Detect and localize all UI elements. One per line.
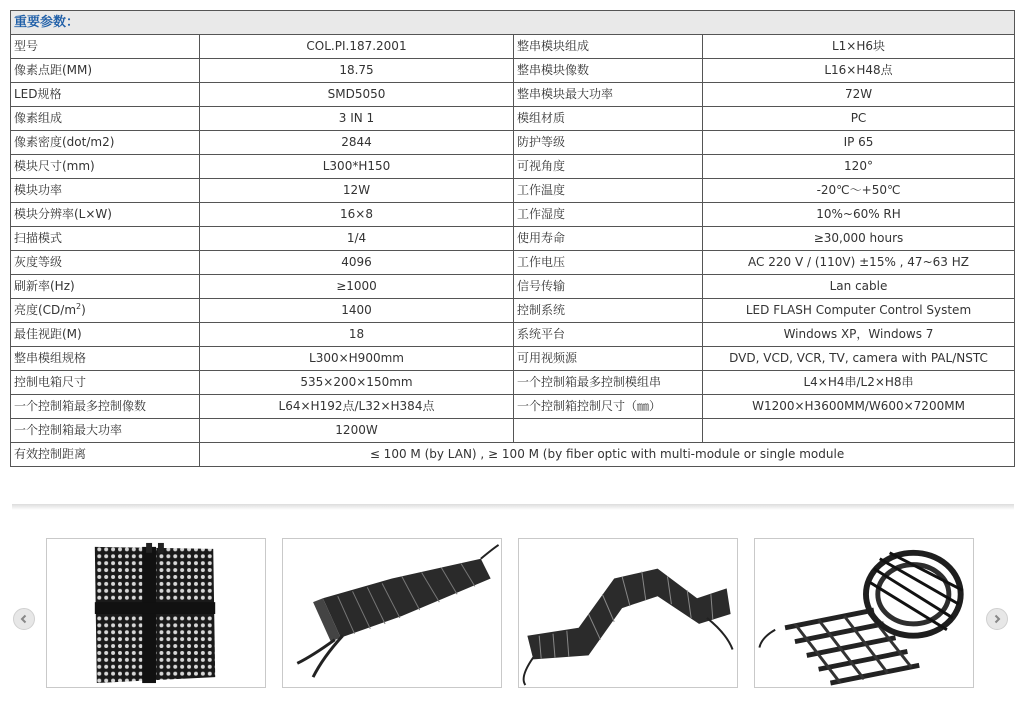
gallery-prev-button[interactable] [13,608,35,630]
spec-label: 像素密度(dot/m2) [11,131,200,155]
spec-row [11,419,1015,443]
gallery-next-button[interactable] [986,608,1008,630]
spec-label: 整串模块像数 [514,59,703,83]
spec-label: 像素点距(MM) [11,59,200,83]
chevron-left-icon [19,614,29,624]
spec-label: 防护等级 [514,131,703,155]
spec-table [10,10,1015,467]
spec-value: 4096 [200,251,514,275]
spec-value: L300×H900mm [200,347,514,371]
spec-row [11,59,1015,83]
spec-value: L4×H4串/L2×H8串 [703,371,1015,395]
spec-value: 1/4 [200,227,514,251]
spec-value: 3 IN 1 [200,107,514,131]
spec-value: L64×H192点/L32×H384点 [200,395,514,419]
spec-row [11,155,1015,179]
spec-value: ≥30,000 hours [703,227,1015,251]
spec-row [11,323,1015,347]
spec-label: LED规格 [11,83,200,107]
spec-label: 一个控制箱控制尺寸（㎜） [514,395,703,419]
spec-row [11,179,1015,203]
spec-value: 2844 [200,131,514,155]
spec-value: L1×H6块 [703,35,1015,59]
spec-label-text: 亮度(CD/m [14,303,77,317]
spec-label: 控制系统 [514,299,703,323]
spec-label: 控制电箱尺寸 [11,371,200,395]
spec-value: L300*H150 [200,155,514,179]
chevron-right-icon [992,614,1002,624]
gallery-thumb-1[interactable] [46,538,266,688]
spec-label: 模块尺寸(mm) [11,155,200,179]
spec-label: 型号 [11,35,200,59]
spec-row [11,275,1015,299]
spec-label: 刷新率(Hz) [11,275,200,299]
section-title: 重要参数： [11,11,1015,35]
spec-value: IP 65 [703,131,1015,155]
spec-value: 18.75 [200,59,514,83]
spec-value: W1200×H3600MM/W600×7200MM [703,395,1015,419]
spec-value: Windows XP，Windows 7 [703,323,1015,347]
spec-row [11,83,1015,107]
spec-label: 整串模块组成 [514,35,703,59]
spec-label: 可用视频源 [514,347,703,371]
spec-label: 模组材质 [514,107,703,131]
spec-value: COL.PI.187.2001 [200,35,514,59]
spec-row [11,347,1015,371]
spec-value: L16×H48点 [703,59,1015,83]
spec-label: 系统平台 [514,323,703,347]
spec-row [11,131,1015,155]
spec-label: 一个控制箱最多控制像数 [11,395,200,419]
spec-label: 最佳视距(M) [11,323,200,347]
spec-label: 可视角度 [514,155,703,179]
spec-label: 工作温度 [514,179,703,203]
spec-value: DVD, VCD, VCR, TV, camera with PAL/NSTC [703,347,1015,371]
spec-value: PC [703,107,1015,131]
section-divider [12,504,1014,510]
led-grid-panel-image [47,539,265,687]
spec-value: ≥1000 [200,275,514,299]
spec-label: 扫描模式 [11,227,200,251]
gallery-thumb-3[interactable] [518,538,738,688]
spec-value: 1400 [200,299,514,323]
flexible-led-mesh-image [283,539,501,687]
spec-label: 工作湿度 [514,203,703,227]
spec-value: 120° [703,155,1015,179]
spec-value: 72W [703,83,1015,107]
spec-value: 16×8 [200,203,514,227]
spec-value: -20℃～+50℃ [703,179,1015,203]
spec-label-superscript: 2 [76,302,82,311]
spec-row [11,251,1015,275]
spec-value: AC 220 V / (110V) ±15% , 47~63 HZ [703,251,1015,275]
spec-value: 535×200×150mm [200,371,514,395]
spec-label: 整串模组规格 [11,347,200,371]
spec-value: LED FLASH Computer Control System [703,299,1015,323]
spec-label: 一个控制箱最大功率 [11,419,200,443]
spec-value: Lan cable [703,275,1015,299]
spec-label: 使用寿命 [514,227,703,251]
spec-row [11,35,1015,59]
spec-value: 1200W [200,419,514,443]
spec-label: 像素组成 [11,107,200,131]
spec-value: 18 [200,323,514,347]
curved-led-strip-image [519,539,737,687]
rolled-led-curtain-image [755,539,973,687]
spec-label [11,299,200,323]
spec-label: 工作电压 [514,251,703,275]
spec-row [11,443,1015,467]
spec-row [11,107,1015,131]
spec-value: 10%~60% RH [703,203,1015,227]
spec-label: 一个控制箱最多控制模组串 [514,371,703,395]
spec-label: 整串模块最大功率 [514,83,703,107]
gallery-thumb-4[interactable] [754,538,974,688]
spec-value: ≤ 100 M (by LAN) , ≥ 100 M (by fiber optic with multi-module or single module [200,443,1015,467]
spec-label: 灰度等级 [11,251,200,275]
spec-label-suffix: ) [81,303,86,317]
spec-label: 模块分辨率(L×W) [11,203,200,227]
spec-row [11,371,1015,395]
spec-label: 有效控制距离 [11,443,200,467]
spec-row [11,227,1015,251]
spec-label: 信号传输 [514,275,703,299]
gallery-thumb-2[interactable] [282,538,502,688]
spec-row [11,299,1015,323]
spec-row [11,203,1015,227]
spec-label: 模块功率 [11,179,200,203]
spec-value: 12W [200,179,514,203]
spec-value: SMD5050 [200,83,514,107]
spec-label [514,419,703,443]
spec-value [703,419,1015,443]
spec-row [11,395,1015,419]
